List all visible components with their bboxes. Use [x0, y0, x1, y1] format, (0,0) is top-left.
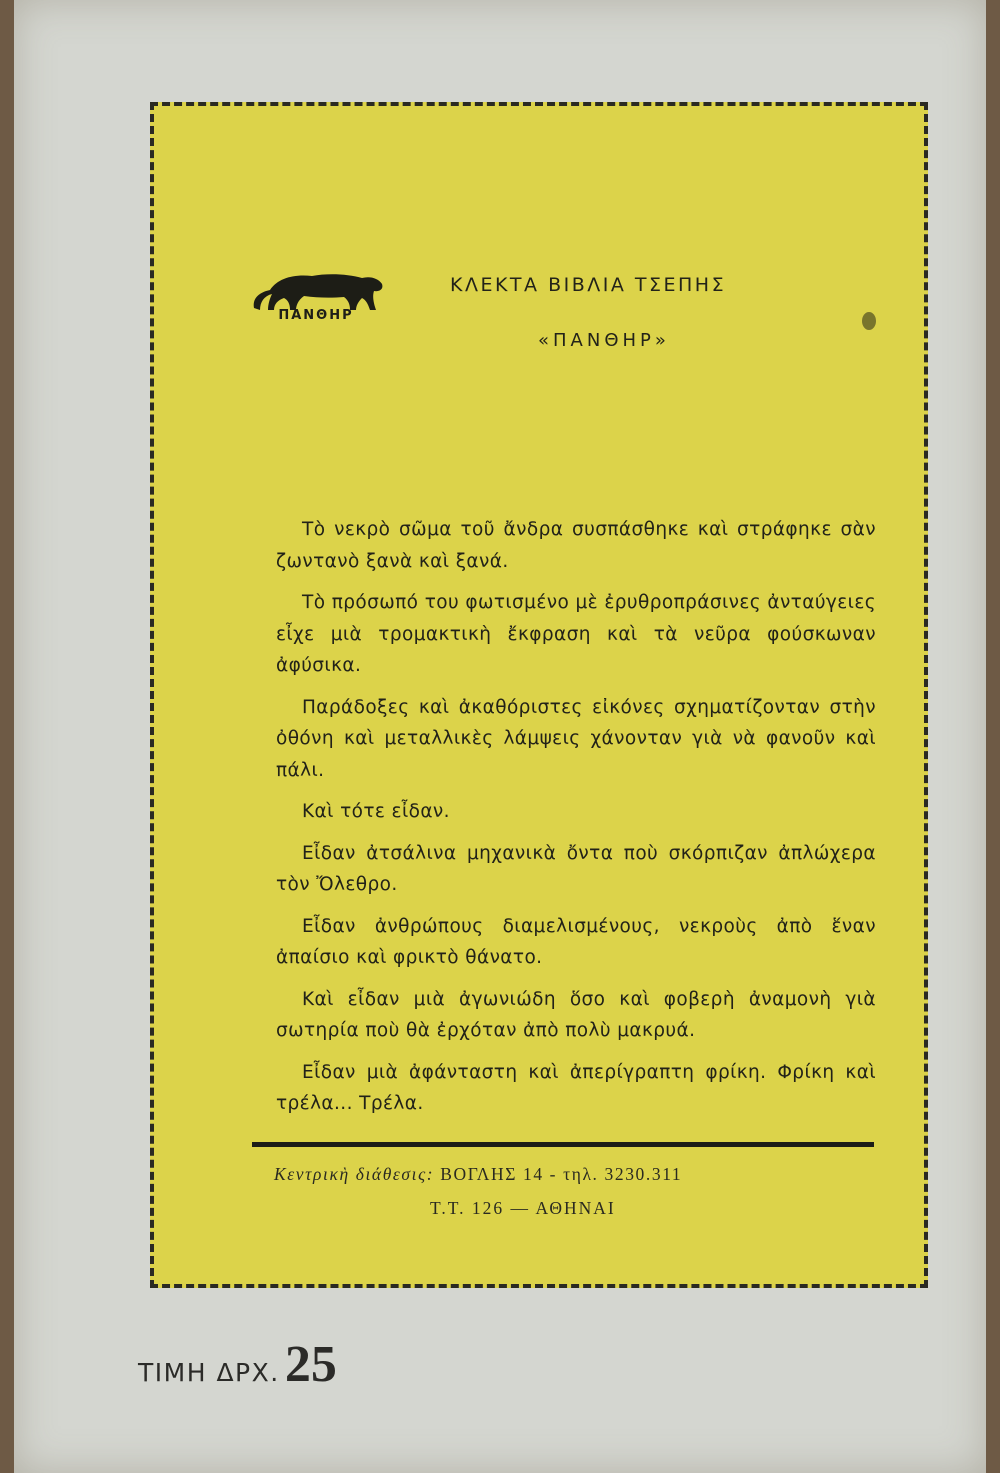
blurb-paragraph: Τὸ πρόσωπό του φωτισμένο μὲ ἐρυθροπράσινες ἀνταύγειες εἶχε μιὰ τρομακτικὴ ἔκφραση καὶ τὰ νεῦρα φούσκωναν ἀφύσικα. — [276, 592, 876, 676]
price-label: ΤΙΜΗ ΔΡΧ. — [138, 1358, 280, 1387]
price-tag — [138, 1335, 337, 1395]
distribution-label: Κεντρικὴ διάθεσις: — [274, 1164, 435, 1184]
distribution-line — [274, 1164, 874, 1185]
logo-wordmark: ΠΑΝΘΗΡ — [278, 308, 354, 323]
series-title: ΚΛΕΚΤΑ ΒΙΒΛΙΑ ΤΣΕΠΗΣ — [450, 274, 727, 296]
blurb-paragraph: Εἶδαν μιὰ ἀφάνταστη καὶ ἀπερίγραπτη φρίκη. Φρίκη καὶ τρέλα... Τρέλα. — [276, 1061, 876, 1114]
ink-smudge — [862, 312, 876, 330]
blurb-paragraph: Καὶ εἶδαν μιὰ ἀγωνιώδη ὅσο καὶ φοβερὴ ἀναμονὴ γιὰ σωτηρία ποὺ θὰ ἐρχόταν ἀπὸ πολὺ μακρυά. — [276, 988, 876, 1041]
blurb-paragraph: Καὶ τότε εἶδαν. — [302, 801, 450, 822]
blurb-paragraph: Εἶδαν ἀνθρώπους διαμελισμένους, νεκροὺς ἀπὸ ἕναν ἀπαίσιο καὶ φρικτὸ θάνατο. — [276, 915, 876, 968]
divider-rule — [252, 1142, 874, 1147]
price-value: 25 — [284, 1336, 337, 1393]
back-cover — [14, 0, 986, 1473]
blurb-text — [276, 514, 876, 1130]
yellow-panel — [150, 102, 928, 1288]
imprint-name: «ΠΑΝΘΗΡ» — [538, 330, 670, 351]
distribution-address: ΒΟΓΛΗΣ 14 - τηλ. 3230.311 — [440, 1164, 683, 1184]
blurb-paragraph: Παράδοξες καὶ ἀκαθόριστες εἰκόνες σχηματίζονταν στὴν ὀθόνη καὶ μεταλλικὲς λάμψεις χάνονταν γιὰ νὰ φανοῦν καὶ πάλι. — [276, 696, 876, 781]
blurb-paragraph: Τὸ νεκρὸ σῶμα τοῦ ἄνδρα συσπάσθηκε καὶ στράφηκε σὰν ζωντανὸ ξανὰ καὶ ξανά. — [276, 519, 876, 572]
postal-line: Τ.Τ. 126 — ΑΘΗΝΑΙ — [430, 1198, 616, 1218]
blurb-paragraph: Εἶδαν ἀτσάλινα μηχανικὰ ὄντα ποὺ σκόρπιζαν ἀπλώχερα τὸν Ὄλεθρο. — [276, 842, 876, 895]
